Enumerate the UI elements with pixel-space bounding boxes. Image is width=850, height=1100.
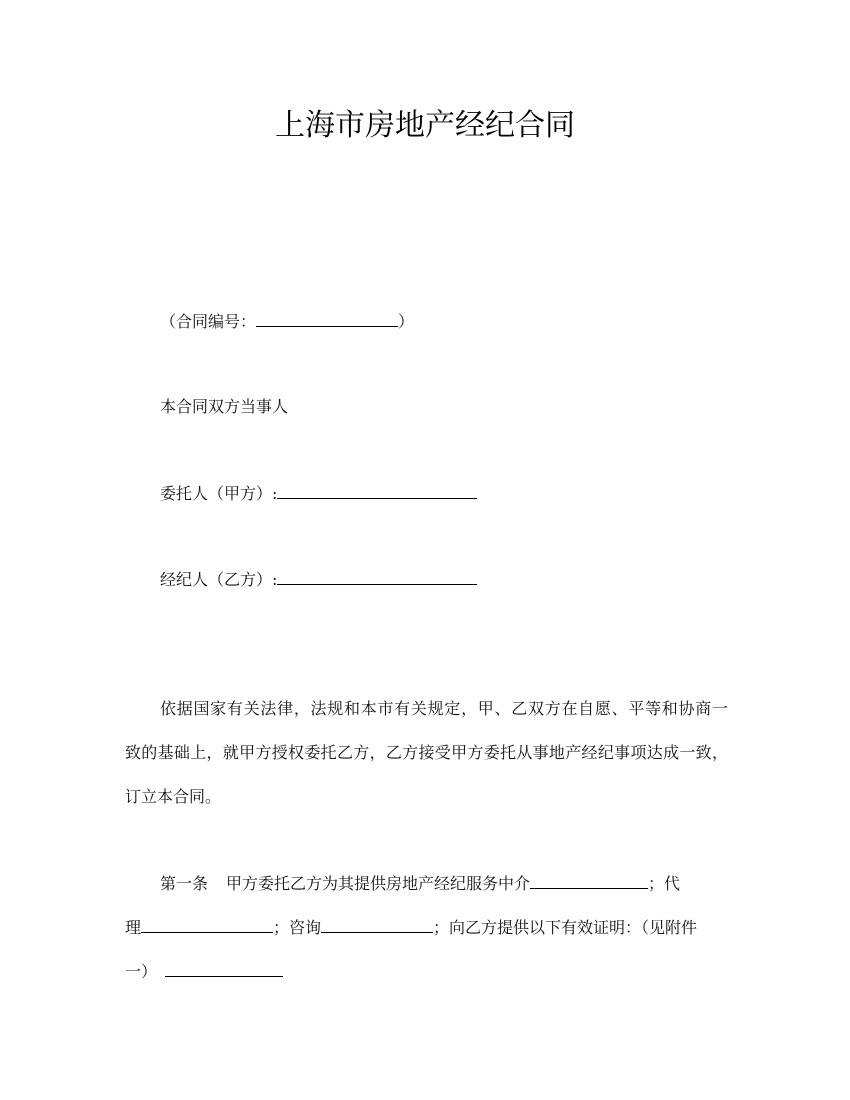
article-1-line-2 [125, 917, 697, 938]
party-b-line [160, 569, 477, 590]
intermediary-blank[interactable] [530, 873, 648, 889]
article-1-text: 甲方委托乙方为其提供房地产经纪服务中介 [226, 874, 531, 893]
consult-label: ；咨询 [273, 918, 322, 937]
preamble-line-1: 依据国家有关法律，法规和本市有关规定，甲、乙双方在自愿、平等和协商一 [160, 699, 728, 718]
contract-number-close: ） [398, 312, 415, 331]
consult-blank[interactable] [321, 917, 433, 933]
document-title: 上海市房地产经纪合同 [275, 108, 575, 143]
party-b-blank[interactable] [277, 569, 477, 585]
article-1-line-1 [160, 873, 680, 894]
agent-blank[interactable] [141, 917, 273, 933]
party-a-line [160, 483, 477, 504]
contract-number-line [160, 311, 414, 332]
contract-number-blank[interactable] [256, 311, 398, 327]
preamble-line-2: 致的基础上，就甲方授权委托乙方，乙方接受甲方委托从事地产经纪事项达成一致， [125, 743, 728, 762]
parties-heading: 本合同双方当事人 [160, 397, 289, 416]
agent-label-end: 理 [125, 918, 142, 937]
party-b-label: 经纪人（乙方）: [160, 570, 278, 589]
contract-number-label: （合同编号： [160, 312, 257, 331]
party-a-blank[interactable] [277, 483, 477, 499]
article-1-label: 第一条 [160, 874, 209, 893]
evidence-blank[interactable] [165, 961, 283, 977]
evidence-label: ；向乙方提供以下有效证明：（见附件 [433, 918, 698, 937]
attachment-label: 一） [125, 962, 158, 981]
party-a-label: 委托人（甲方）: [160, 484, 278, 503]
preamble-line-3: 订立本合同。 [125, 787, 222, 806]
article-1-agent-prefix: ；代 [648, 874, 681, 893]
article-1-line-3 [125, 961, 283, 982]
